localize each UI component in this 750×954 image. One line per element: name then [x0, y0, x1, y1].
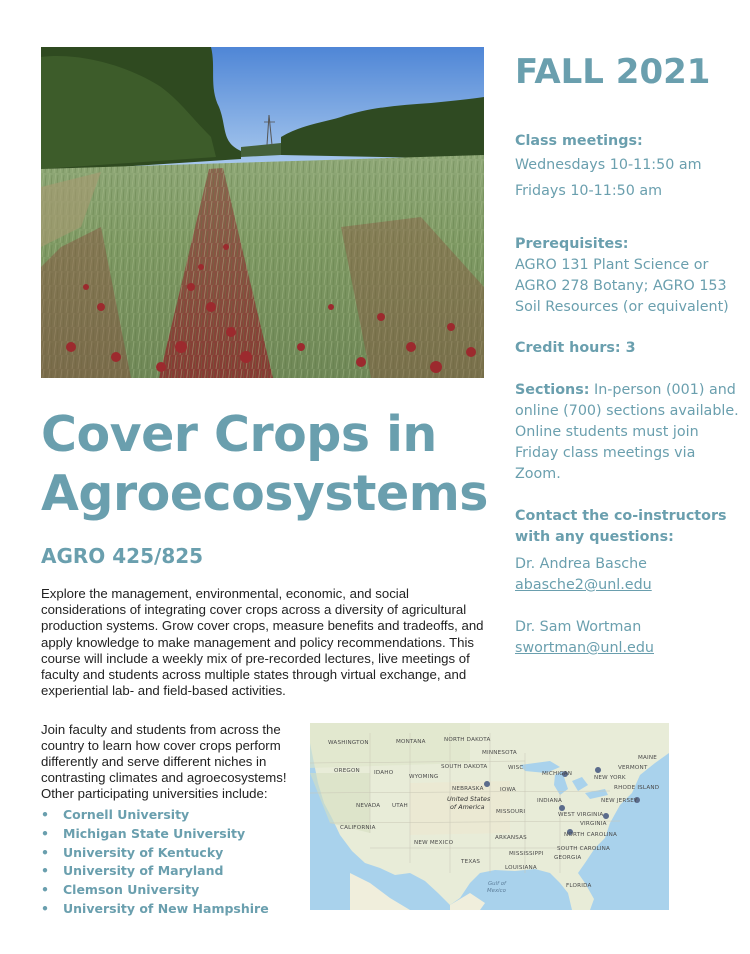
list-item: • University of Maryland — [41, 862, 269, 881]
map-label: INDIANA — [537, 798, 563, 804]
list-item: • Michigan State University — [41, 825, 269, 844]
us-map — [310, 723, 669, 910]
list-item: • University of Kentucky — [41, 844, 269, 863]
map-label: SOUTH DAKOTA — [441, 764, 488, 770]
meeting-time: Wednesdays 10-11:50 am — [515, 157, 702, 173]
credit-hours: Credit hours: 3 — [515, 340, 636, 356]
sections-block — [515, 380, 740, 485]
list-item: • Clemson University — [41, 881, 269, 900]
course-title-line-2: Agroecosystems — [41, 465, 488, 522]
map-label: WYOMING — [409, 774, 439, 780]
semester-heading: FALL 2021 — [515, 52, 711, 92]
list-item: • Cornell University — [41, 806, 269, 825]
instructor-2 — [515, 617, 740, 659]
map-label: GEORGIA — [554, 855, 582, 861]
map-label: MISSOURI — [496, 809, 526, 815]
sections-label: Sections: — [515, 382, 590, 398]
prerequisites-label: Prerequisites: — [515, 236, 629, 252]
map-label: NORTH DAKOTA — [444, 737, 491, 743]
map-label: CALIFORNIA — [340, 825, 376, 831]
course-code: AGRO 425/825 — [41, 544, 204, 568]
us-map-svg — [310, 723, 669, 910]
map-label: RHODE ISLAND — [614, 785, 660, 791]
contact-label: Contact the co-instructors with any questions: — [515, 508, 727, 545]
map-label: of America — [450, 803, 485, 811]
prerequisites-block — [515, 234, 740, 318]
list-item: • University of New Hampshire — [41, 900, 269, 919]
join-paragraph: Join faculty and students from across the country to learn how cover crops perform differently and serve different niches in contrasting climates and agroecosystems! Other participating universities include: — [41, 722, 287, 801]
map-label: IOWA — [500, 787, 516, 793]
map-label: SOUTH CAROLINA — [557, 846, 611, 852]
prerequisites-text: AGRO 131 Plant Science or AGRO 278 Botany; AGRO 153 Soil Resources (or equivalent) — [515, 257, 729, 315]
map-label: UTAH — [392, 803, 408, 809]
map-label: WEST VIRGINIA — [558, 812, 604, 818]
map-label: MINNESOTA — [482, 750, 517, 756]
instructor-email-link[interactable]: abasche2@unl.edu — [515, 577, 652, 593]
map-label: NEW JERSEY — [601, 798, 638, 804]
map-label: WASHINGTON — [328, 740, 369, 746]
credit-hours-block — [515, 338, 740, 359]
map-label: WISC — [508, 765, 524, 771]
map-label: United States — [447, 795, 491, 803]
class-meetings-block — [515, 131, 740, 204]
course-title — [41, 405, 511, 523]
map-label: MONTANA — [396, 739, 426, 745]
map-label: NEW YORK — [594, 775, 626, 781]
map-label: NEW MEXICO — [414, 840, 454, 846]
course-description: Explore the management, environmental, economic, and social considerations of integrating cover crops across a diversity of agricultural production systems. Grow cover crops, measure benefits and tradeoffs, and apply knowledge to make management and policy recommendations. This course will include a weekly mix of pre-recorded lectures, live meetings of faculty and students across multiple states through virtual exchange, and experiential lab- and field-based activities. — [41, 586, 484, 699]
class-meetings-label: Class meetings: — [515, 133, 643, 149]
sections-text: In-person (001) and online (700) sections available. Online students must join Friday class meetings via Zoom. — [515, 382, 739, 482]
instructor-name: Dr. Andrea Basche — [515, 556, 647, 572]
map-label: MICHIGAN — [542, 771, 573, 777]
map-label: ARKANSAS — [495, 835, 527, 841]
map-label: MAINE — [638, 755, 658, 761]
hero-photo — [41, 47, 484, 378]
map-label: LOUISIANA — [505, 865, 537, 871]
meeting-time: Fridays 10-11:50 am — [515, 183, 663, 199]
course-title-line-1: Cover Crops in — [41, 406, 437, 463]
map-label: NEVADA — [356, 803, 381, 809]
instructor-name: Dr. Sam Wortman — [515, 619, 642, 635]
map-label: OREGON — [334, 768, 360, 774]
map-label: NORTH CAROLINA — [564, 832, 618, 838]
field-photo-illustration — [41, 47, 484, 378]
map-label: VIRGINIA — [580, 821, 607, 827]
instructor-1 — [515, 554, 740, 596]
map-label: FLORIDA — [566, 883, 592, 889]
map-label: TEXAS — [461, 859, 481, 865]
map-label: NEBRASKA — [452, 786, 484, 792]
map-label: Mexico — [487, 888, 506, 894]
map-label: MISSISSIPPI — [509, 851, 544, 857]
map-label: VERMONT — [618, 765, 648, 771]
map-label: IDAHO — [374, 770, 394, 776]
map-label: Gulf of — [488, 881, 506, 887]
instructor-email-link[interactable]: swortman@unl.edu — [515, 640, 654, 656]
university-list — [41, 806, 269, 919]
contact-block — [515, 506, 740, 548]
